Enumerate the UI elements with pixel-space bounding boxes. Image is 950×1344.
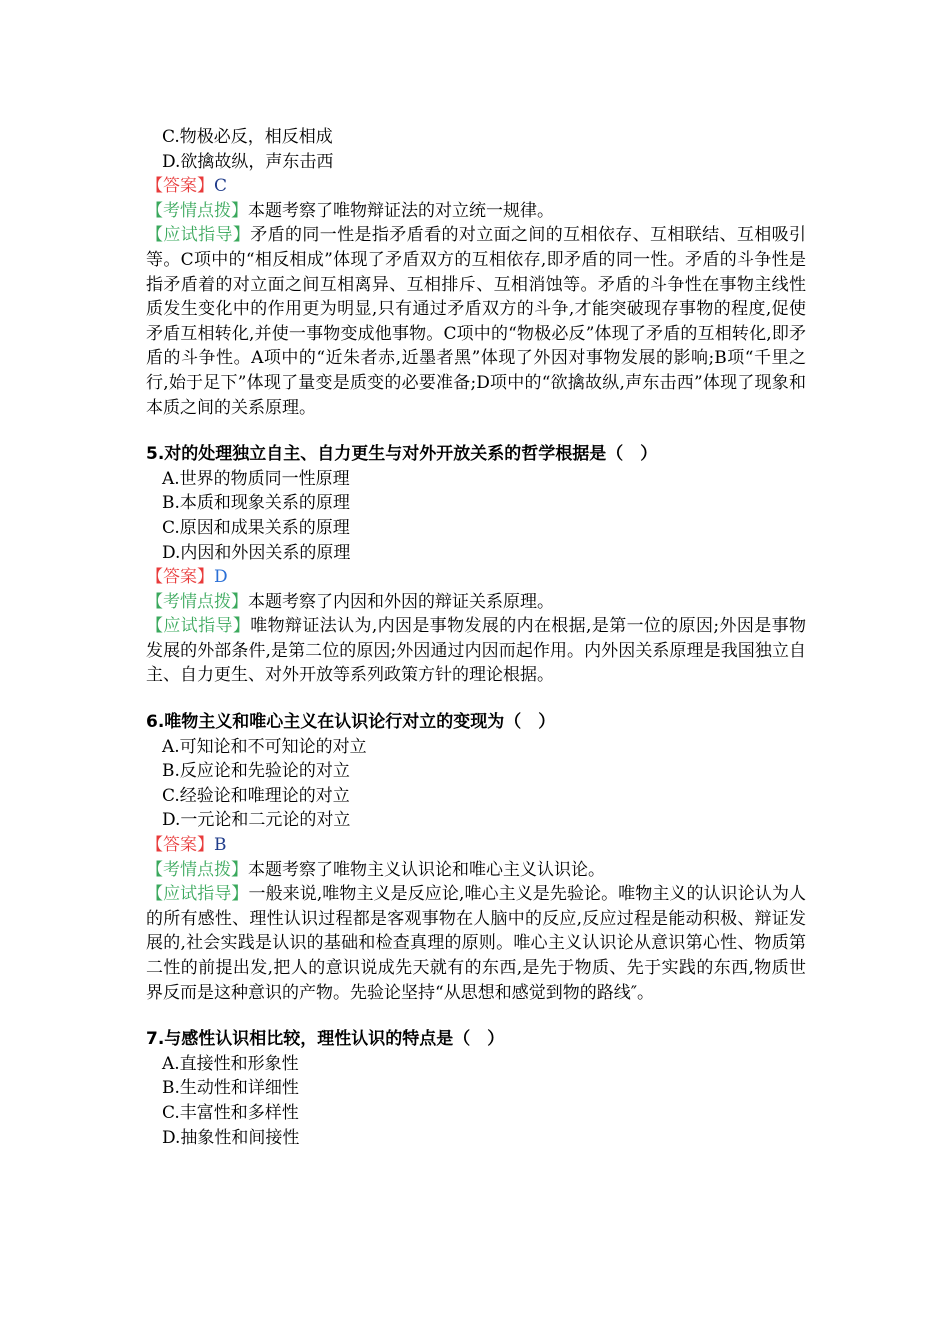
option-b: B.反应论和先验论的对立: [162, 761, 350, 782]
guide-paragraph: [146, 614, 806, 688]
option-d: D.欲擒故纵，声东击西: [162, 151, 334, 172]
guide-paragraph: [146, 223, 806, 420]
point-label: 【考情点拨】: [146, 859, 248, 880]
answer-label: 【答案】: [146, 567, 214, 588]
answer-line: [146, 565, 806, 590]
point-label: 【考情点拨】: [146, 200, 248, 221]
document-page: [146, 125, 806, 1150]
question-5: [146, 442, 806, 688]
option-b: B.生动性和详细性: [162, 1078, 299, 1099]
option-d: D.一元论和二元论的对立: [162, 810, 351, 831]
answer-label: 【答案】: [146, 176, 214, 197]
question-7: [146, 1027, 806, 1150]
point-text: 本题考察了唯物主义认识论和唯心主义认识论。: [248, 859, 605, 880]
guide-text: 矛盾的同一性是指矛盾看的对立面之间的互相依存、互相联结、互相吸引等。C项中的“相反相成”体现了矛盾双方的互相依存,即矛盾的同一性。矛盾的斗争性是指矛盾着的对立面之间互相离异、互相排斥、互相消蚀等。矛盾的斗争性在事物主线性质发生变化中的作用更为明显,只有通过矛盾双方的斗争,才能突破现存事物的程度,促使矛盾互相转化,并使一事物变成他事物。C项中的“物极必反”体现了矛盾的互相转化,即矛盾的斗争性。A项中的“近朱者赤,近墨者黑”体现了外因对事物发展的影响;B项“千里之行,始于足下”体现了量变是质变的必要准备;D项中的“欲擒故纵,声东击西”体现了现象和本质之间的关系原理。: [146, 225, 807, 418]
option-c: C.经验论和唯理论的对立: [162, 785, 350, 806]
guide-text: 唯物辩证法认为,内因是事物发展的内在根据,是第一位的原因;外因是事物发展的外部条件,是第二位的原因;外因通过内因而起作用。内外因关系原理是我国独立自主、自力更生、对外开放等系列政策方针的理论根据。: [146, 616, 806, 686]
point-line: [146, 590, 806, 615]
option-c: C.物极必反，相反相成: [162, 127, 333, 147]
question-4: [146, 125, 806, 420]
guide-label: 【应试指导】: [146, 616, 251, 637]
point-text: 本题考察了唯物辩证法的对立统一规律。: [248, 200, 554, 221]
answer-line: [146, 833, 806, 858]
question-6: [146, 710, 806, 1005]
option-c: C.原因和成果关系的原理: [162, 517, 350, 538]
option-d: D.内因和外因关系的原理: [162, 542, 351, 563]
option-d: D.抽象性和间接性: [162, 1127, 300, 1148]
answer-label: 【答案】: [146, 835, 214, 856]
point-text: 本题考察了内因和外因的辩证关系原理。: [248, 591, 554, 612]
option-b: B.本质和现象关系的原理: [162, 493, 350, 514]
option-a: A.直接性和形象性: [162, 1053, 299, 1074]
option-c: C.丰富性和多样性: [162, 1102, 299, 1123]
point-line: [146, 858, 806, 883]
guide-label: 【应试指导】: [146, 884, 249, 905]
option-a: A.可知论和不可知论的对立: [162, 736, 367, 757]
option-a: A.世界的物质同一性原理: [162, 468, 350, 489]
guide-label: 【应试指导】: [146, 225, 251, 246]
question-title: 5.对的处理独立自主、自力更生与对外开放关系的哲学根据是（ ）: [146, 444, 658, 465]
answer-value: C: [214, 176, 228, 197]
answer-value: B: [214, 835, 227, 856]
guide-text: 一般来说,唯物主义是反应论,唯心主义是先验论。唯物主义的认识论认为人的所有感性、理性认识过程都是客观事物在人脑中的反应,反应过程是能动积极、辩证发展的,社会实践是认识的基础和检查真理的原则。唯心主义认识论从意识第心性、物质第二性的前提出发,把人的意识说成先天就有的东西,是先于物质、先于实践的东西,物质世界反而是这种意识的产物。先验论坚持“从思想和感觉到物的路线″。: [146, 884, 807, 1003]
point-line: [146, 199, 806, 224]
answer-value: D: [214, 567, 228, 588]
question-title: 7.与感性认识相比较，理性认识的特点是（ ）: [146, 1029, 505, 1050]
answer-line: [146, 174, 806, 199]
guide-paragraph: [146, 882, 806, 1005]
question-title: 6.唯物主义和唯心主义在认识论行对立的变现为（ ）: [146, 712, 556, 733]
point-label: 【考情点拨】: [146, 591, 248, 612]
